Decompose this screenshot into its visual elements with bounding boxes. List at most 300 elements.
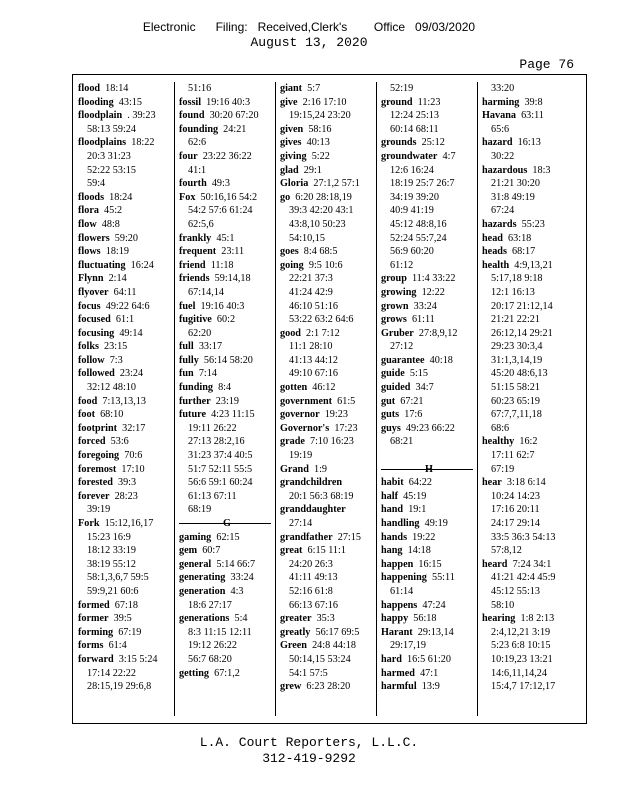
index-continuation bbox=[381, 245, 477, 259]
index-entry bbox=[280, 626, 376, 640]
page-line-refs: 20:17 21:12,14 bbox=[491, 300, 553, 312]
index-entry bbox=[179, 191, 275, 205]
index-continuation bbox=[179, 639, 275, 653]
index-headword: health bbox=[482, 259, 510, 271]
index-continuation bbox=[482, 639, 578, 653]
index-headword: flora bbox=[78, 205, 99, 217]
page-line-refs: 41:24 42:9 bbox=[289, 286, 333, 298]
index-headword: grade bbox=[280, 436, 305, 448]
index-headword: flooding bbox=[78, 96, 114, 108]
index-headword: going bbox=[280, 259, 304, 271]
page-line-refs: 67:7,7,11,18 bbox=[491, 409, 542, 421]
page-line-refs: 45:19 bbox=[397, 490, 427, 502]
index-entry bbox=[381, 558, 477, 572]
index-continuation bbox=[280, 449, 376, 463]
index-entry bbox=[179, 340, 275, 354]
page-line-refs: 33:20 bbox=[491, 83, 515, 94]
page-line-refs: 67:14,14 bbox=[188, 286, 224, 298]
index-headword: funding bbox=[179, 382, 213, 394]
index-entry bbox=[280, 245, 376, 259]
index-headword: folks bbox=[78, 341, 99, 353]
index-headword: forms bbox=[78, 640, 104, 652]
index-headword: generating bbox=[179, 572, 226, 584]
index-headword: foregoing bbox=[78, 450, 120, 462]
index-continuation bbox=[381, 232, 477, 246]
index-continuation bbox=[179, 463, 275, 477]
page-line-refs: 12:24 25:13 bbox=[390, 110, 439, 122]
index-entry bbox=[280, 435, 376, 449]
index-entry bbox=[280, 476, 376, 490]
index-continuation bbox=[280, 300, 376, 314]
index-continuation bbox=[78, 381, 174, 395]
index-headword: guts bbox=[381, 409, 400, 421]
index-headword: happens bbox=[381, 599, 418, 611]
index-headword: fully bbox=[179, 354, 199, 366]
index-entry bbox=[179, 177, 275, 191]
index-continuation bbox=[482, 381, 578, 395]
page-line-refs: 19:16 40:3 bbox=[195, 300, 245, 312]
page-line-refs: 18:22 bbox=[126, 137, 155, 149]
index-entry bbox=[482, 232, 578, 246]
index-continuation bbox=[381, 177, 477, 191]
index-headword: glad bbox=[280, 164, 299, 176]
index-entry bbox=[78, 204, 174, 218]
page-line-refs: 52:16 61:8 bbox=[289, 585, 333, 597]
page-line-refs: 63:11 bbox=[515, 110, 544, 122]
page-line-refs: 26:12,14 29:21 bbox=[491, 327, 553, 339]
index-headword: healthy bbox=[482, 436, 515, 448]
index-entry bbox=[78, 354, 174, 368]
index-continuation bbox=[179, 503, 275, 517]
index-headword: flows bbox=[78, 246, 101, 258]
index-headword: grows bbox=[381, 314, 407, 326]
page-line-refs: 19:15,24 23:20 bbox=[289, 110, 351, 122]
index-entry bbox=[179, 667, 275, 681]
index-entry bbox=[482, 245, 578, 259]
index-headword: former bbox=[78, 613, 109, 625]
index-entry bbox=[381, 150, 477, 164]
page-line-refs: 58:10 bbox=[491, 599, 515, 611]
index-headword: Fox bbox=[179, 191, 196, 203]
page-line-refs: 10:19,23 13:21 bbox=[491, 653, 553, 665]
page-line-refs: 47:1 bbox=[414, 667, 439, 679]
index-headword: governor bbox=[280, 409, 320, 421]
page-line-refs: 62:6 bbox=[188, 137, 207, 149]
index-continuation bbox=[280, 653, 376, 667]
page-line-refs: 51:15 58:21 bbox=[491, 382, 540, 394]
index-entry bbox=[280, 612, 376, 626]
index-headword: Harant bbox=[381, 626, 413, 638]
page-line-refs: 17:6 bbox=[399, 409, 423, 421]
index-column-1 bbox=[78, 82, 174, 694]
page-line-refs: 67:1,2 bbox=[209, 667, 240, 679]
page-line-refs: 19:16 40:3 bbox=[201, 96, 251, 108]
index-continuation bbox=[280, 599, 376, 613]
index-entry bbox=[78, 408, 174, 422]
page-line-refs: 21:21 22:21 bbox=[491, 314, 540, 326]
index-continuation bbox=[78, 667, 174, 681]
index-column-3 bbox=[280, 82, 376, 694]
index-continuation bbox=[381, 123, 477, 137]
page-line-refs: 43:8,10 50:23 bbox=[289, 218, 346, 230]
page-line-refs: 40:13 bbox=[301, 137, 330, 149]
index-entry bbox=[280, 177, 376, 191]
index-continuation bbox=[482, 667, 578, 681]
index-continuation bbox=[482, 204, 578, 218]
index-continuation bbox=[78, 123, 174, 137]
index-headword: floodplain bbox=[78, 110, 123, 122]
index-headword: hazards bbox=[482, 218, 517, 230]
index-headword: focusing bbox=[78, 327, 115, 339]
page-line-refs: 12:6 16:24 bbox=[390, 164, 434, 176]
page-line-refs: 38:19 55:12 bbox=[87, 558, 136, 570]
page-line-refs: 56:14 58:20 bbox=[198, 354, 253, 366]
page-line-refs: 27:1,2 57:1 bbox=[308, 178, 360, 190]
index-continuation bbox=[280, 272, 376, 286]
index-headword: found bbox=[179, 110, 205, 122]
section-letter: G bbox=[223, 518, 231, 529]
index-entry bbox=[482, 164, 578, 178]
index-entry bbox=[179, 109, 275, 123]
page-line-refs: 29:13,14 bbox=[412, 626, 454, 638]
page-line-refs: 21:21 30:20 bbox=[491, 178, 540, 190]
index-continuation bbox=[381, 164, 477, 178]
index-continuation bbox=[78, 585, 174, 599]
index-column-2 bbox=[179, 82, 275, 680]
index-headword: guided bbox=[381, 382, 411, 394]
index-entry bbox=[482, 136, 578, 150]
page-line-refs: 68:21 bbox=[390, 436, 414, 448]
page-line-refs: 65:6 bbox=[491, 123, 510, 135]
index-headword: full bbox=[179, 341, 194, 353]
index-entry bbox=[179, 150, 275, 164]
index-headword: hazard bbox=[482, 137, 513, 149]
index-entry bbox=[78, 395, 174, 409]
page-line-refs: 12:22 bbox=[416, 286, 445, 298]
index-column-5 bbox=[482, 82, 578, 694]
page-line-refs: 33:17 bbox=[193, 341, 223, 353]
index-continuation bbox=[482, 585, 578, 599]
index-headword: great bbox=[280, 545, 303, 557]
index-entry bbox=[381, 327, 477, 341]
index-headword: ground bbox=[381, 96, 413, 108]
page-line-refs: 8:3 11:15 12:11 bbox=[188, 626, 252, 638]
page-line-refs: 70:6 bbox=[119, 450, 143, 462]
index-continuation bbox=[78, 558, 174, 572]
page-line-refs: 27:14 bbox=[289, 518, 313, 529]
page-line-refs: 59:9,21 60:6 bbox=[87, 585, 139, 597]
page-line-refs: 17:14 22:22 bbox=[87, 667, 136, 679]
page-line-refs: 31:8 49:19 bbox=[491, 191, 535, 203]
page-line-refs: 19:11 26:22 bbox=[188, 422, 237, 434]
page-line-refs: 59:4 bbox=[87, 178, 106, 190]
index-continuation bbox=[280, 313, 376, 327]
index-entry bbox=[381, 599, 477, 613]
index-entry bbox=[381, 422, 477, 436]
page-line-refs: 49:14 bbox=[114, 327, 143, 339]
page-line-refs: 61:11 bbox=[406, 314, 435, 326]
index-continuation bbox=[280, 232, 376, 246]
index-continuation bbox=[482, 599, 578, 613]
index-entry bbox=[381, 653, 477, 667]
page-line-refs: 24:20 26:3 bbox=[289, 558, 333, 570]
index-entry bbox=[280, 136, 376, 150]
index-entry bbox=[381, 612, 477, 626]
page-line-refs: 47:24 bbox=[417, 599, 446, 611]
index-headword: forming bbox=[78, 626, 114, 638]
page-line-refs: 7:13,13,13 bbox=[97, 395, 146, 407]
page-line-refs: 24:8 44:18 bbox=[306, 640, 356, 652]
page-line-refs: 57:8,12 bbox=[491, 545, 522, 557]
index-headword: flowers bbox=[78, 232, 110, 244]
page-line-refs: 24:17 29:14 bbox=[491, 518, 540, 529]
index-entry bbox=[78, 327, 174, 341]
index-entry bbox=[280, 327, 376, 341]
index-continuation bbox=[381, 191, 477, 205]
page-line-refs: 39:5 bbox=[108, 613, 132, 625]
page-line-refs: 32:12 48:10 bbox=[87, 382, 136, 394]
page-line-refs: 12:1 16:13 bbox=[491, 286, 535, 298]
filing-stamp: Electronic Filing: Received,Clerk's Office 09/03/2020 bbox=[142, 20, 476, 34]
page-line-refs: 49:3 bbox=[206, 178, 230, 190]
index-entry bbox=[381, 313, 477, 327]
page-line-refs: 28:23 bbox=[109, 490, 138, 502]
index-continuation bbox=[280, 204, 376, 218]
page-line-refs: 16:5 61:20 bbox=[401, 653, 451, 665]
page-line-refs: 3:18 6:14 bbox=[501, 477, 546, 489]
index-entry bbox=[78, 612, 174, 626]
page-line-refs: 54:1 57:5 bbox=[289, 667, 328, 679]
index-entry bbox=[482, 558, 578, 572]
page-line-refs: 52:19 bbox=[390, 83, 414, 94]
index-headword: greatly bbox=[280, 626, 311, 638]
page-line-refs: 6:23 28:20 bbox=[301, 681, 351, 693]
page-line-refs: 56:18 bbox=[408, 613, 437, 625]
page-line-refs: 6:20 28:18,19 bbox=[290, 191, 352, 203]
page-line-refs: 5:4 bbox=[229, 613, 248, 625]
page-line-refs: 52:22 53:15 bbox=[87, 164, 136, 176]
index-headword: harming bbox=[482, 96, 520, 108]
index-continuation bbox=[482, 313, 578, 327]
index-headword: foremost bbox=[78, 463, 117, 475]
index-continuation bbox=[179, 599, 275, 613]
index-continuation bbox=[179, 327, 275, 341]
section-header bbox=[381, 463, 477, 477]
index-headword: friends bbox=[179, 273, 210, 285]
index-headword: hard bbox=[381, 653, 402, 665]
page-line-refs: 49:19 bbox=[419, 518, 448, 529]
index-entry bbox=[78, 245, 174, 259]
index-entry bbox=[179, 272, 275, 286]
page-line-refs: 17:23 bbox=[329, 422, 358, 434]
index-continuation bbox=[482, 544, 578, 558]
page-line-refs: 45:12 48:8,16 bbox=[390, 218, 447, 230]
index-headword: further bbox=[179, 395, 211, 407]
index-continuation bbox=[482, 177, 578, 191]
page-line-refs: 60:7 bbox=[197, 545, 221, 557]
index-entry bbox=[179, 232, 275, 246]
page-line-refs: 39:8 bbox=[519, 96, 543, 108]
index-entry bbox=[381, 395, 477, 409]
index-entry bbox=[78, 476, 174, 490]
index-headword: give bbox=[280, 96, 298, 108]
index-entry bbox=[280, 381, 376, 395]
index-continuation bbox=[179, 218, 275, 232]
index-headword: foot bbox=[78, 409, 95, 421]
page-line-refs: 39:19 bbox=[87, 504, 111, 516]
index-headword: happen bbox=[381, 558, 414, 570]
index-continuation bbox=[482, 571, 578, 585]
page-line-refs: 9:5 10:6 bbox=[303, 259, 343, 271]
index-continuation bbox=[280, 286, 376, 300]
page-line-refs: 20:3 31:23 bbox=[87, 150, 131, 162]
index-continuation bbox=[179, 653, 275, 667]
page-line-refs: 60:14 68:11 bbox=[390, 123, 439, 135]
index-entry bbox=[78, 313, 174, 327]
index-entry bbox=[78, 259, 174, 273]
index-headword: heads bbox=[482, 246, 507, 258]
index-headword: greater bbox=[280, 613, 312, 625]
index-entry bbox=[280, 259, 376, 273]
page-line-refs: 5:14 66:7 bbox=[211, 558, 256, 570]
index-headword: harmful bbox=[381, 681, 417, 693]
index-continuation bbox=[179, 82, 275, 96]
page-line-refs: 55:11 bbox=[426, 572, 455, 584]
index-entry bbox=[179, 558, 275, 572]
index-entry bbox=[78, 626, 174, 640]
index-headword: floods bbox=[78, 191, 105, 203]
index-headword: happy bbox=[381, 613, 409, 625]
page-line-refs: 33:24 bbox=[408, 300, 437, 312]
column-divider bbox=[174, 82, 175, 716]
index-entry bbox=[78, 435, 174, 449]
index-continuation bbox=[179, 164, 275, 178]
column-divider bbox=[275, 82, 276, 716]
index-headword: given bbox=[280, 123, 304, 135]
index-continuation bbox=[381, 585, 477, 599]
index-continuation bbox=[280, 585, 376, 599]
index-continuation bbox=[381, 435, 477, 449]
page-line-refs: 17:16 20:11 bbox=[491, 504, 540, 516]
page-line-refs: 40:18 bbox=[424, 354, 453, 366]
index-entry bbox=[482, 218, 578, 232]
index-continuation bbox=[482, 395, 578, 409]
page-line-refs: 67:19 bbox=[113, 626, 142, 638]
page-line-refs: 62:15 bbox=[211, 531, 240, 543]
page-line-refs: 4:23 11:15 bbox=[205, 409, 255, 421]
index-headword: habit bbox=[381, 477, 404, 489]
index-headword: giant bbox=[280, 83, 303, 94]
page-line-refs: 17:10 bbox=[116, 463, 145, 475]
page-line-refs: 10:24 14:23 bbox=[491, 490, 540, 502]
page-line-refs: 56:6 59:1 60:24 bbox=[188, 477, 253, 489]
index-entry bbox=[179, 123, 275, 137]
page-line-refs: 11:1 28:10 bbox=[289, 341, 333, 353]
page-line-refs: 41:1 bbox=[188, 164, 207, 176]
index-continuation bbox=[280, 109, 376, 123]
page-line-refs: 68:17 bbox=[506, 246, 536, 258]
index-continuation bbox=[280, 218, 376, 232]
index-headword: fuel bbox=[179, 300, 196, 312]
index-headword: grandchildren bbox=[280, 477, 343, 489]
index-headword: followed bbox=[78, 368, 115, 380]
page-line-refs: 49:23 66:22 bbox=[400, 422, 455, 434]
index-entry bbox=[179, 354, 275, 368]
index-headword: hands bbox=[381, 531, 408, 543]
index-continuation bbox=[78, 164, 174, 178]
index-continuation bbox=[482, 123, 578, 137]
index-continuation bbox=[482, 340, 578, 354]
index-headword: future bbox=[179, 409, 206, 421]
page-line-refs: 18:19 25:7 26:7 bbox=[390, 178, 455, 190]
index-headword: founding bbox=[179, 123, 219, 135]
page-line-refs: 23:24 bbox=[114, 368, 144, 380]
index-headword: focus bbox=[78, 300, 101, 312]
index-headword: handling bbox=[381, 518, 420, 529]
index-headword: half bbox=[381, 490, 398, 502]
page-line-refs: 46:10 51:16 bbox=[289, 300, 338, 312]
page-line-refs: 28:15,19 29:6,8 bbox=[87, 681, 152, 693]
index-entry bbox=[381, 667, 477, 681]
index-headword: four bbox=[179, 150, 198, 162]
page-line-refs: 45:1 bbox=[211, 232, 235, 244]
index-entry bbox=[78, 422, 174, 436]
page-line-refs: 51:16 bbox=[188, 83, 212, 94]
index-headword: fourth bbox=[179, 178, 207, 190]
index-headword: flow bbox=[78, 218, 97, 230]
index-continuation bbox=[179, 449, 275, 463]
index-entry bbox=[482, 259, 578, 273]
index-headword: government bbox=[280, 395, 333, 407]
index-entry bbox=[381, 367, 477, 381]
index-continuation bbox=[482, 82, 578, 96]
index-continuation bbox=[381, 109, 477, 123]
index-entry bbox=[179, 612, 275, 626]
index-headword: Fork bbox=[78, 518, 100, 529]
index-headword: fun bbox=[179, 368, 194, 380]
page-line-refs: 56:17 69:5 bbox=[310, 626, 360, 638]
page-line-refs: 11:18 bbox=[205, 259, 234, 271]
index-entry bbox=[381, 544, 477, 558]
index-entry bbox=[78, 463, 174, 477]
page-line-refs: 50:16,16 54:2 bbox=[195, 191, 258, 203]
page-line-refs: 16:24 bbox=[125, 259, 154, 271]
index-entry bbox=[381, 490, 477, 504]
index-headword: floodplains bbox=[78, 137, 127, 149]
index-entry bbox=[179, 585, 275, 599]
page-line-refs: 31:1,3,14,19 bbox=[491, 354, 543, 366]
index-headword: gut bbox=[381, 395, 396, 407]
page-line-refs: 11:4 33:22 bbox=[406, 273, 456, 285]
index-entry bbox=[482, 476, 578, 490]
page-line-refs: 18:24 bbox=[104, 191, 133, 203]
index-headword: friend bbox=[179, 259, 206, 271]
page-line-refs: 60:2 bbox=[211, 314, 236, 326]
page-line-refs: 29:17,19 bbox=[390, 640, 426, 652]
page-line-refs: 4:7 bbox=[437, 150, 456, 162]
reporter-name: L.A. Court Reporters, L.L.C. bbox=[199, 735, 419, 750]
index-headword: flyover bbox=[78, 286, 109, 298]
index-continuation bbox=[179, 626, 275, 640]
index-entry bbox=[280, 150, 376, 164]
page-line-refs: 7:3 bbox=[104, 354, 123, 366]
page-line-refs: 58:16 bbox=[303, 123, 332, 135]
index-continuation bbox=[482, 300, 578, 314]
page-line-refs: 43:15 bbox=[113, 96, 142, 108]
index-continuation bbox=[78, 177, 174, 191]
index-entry bbox=[280, 422, 376, 436]
index-headword: fluctuating bbox=[78, 259, 126, 271]
